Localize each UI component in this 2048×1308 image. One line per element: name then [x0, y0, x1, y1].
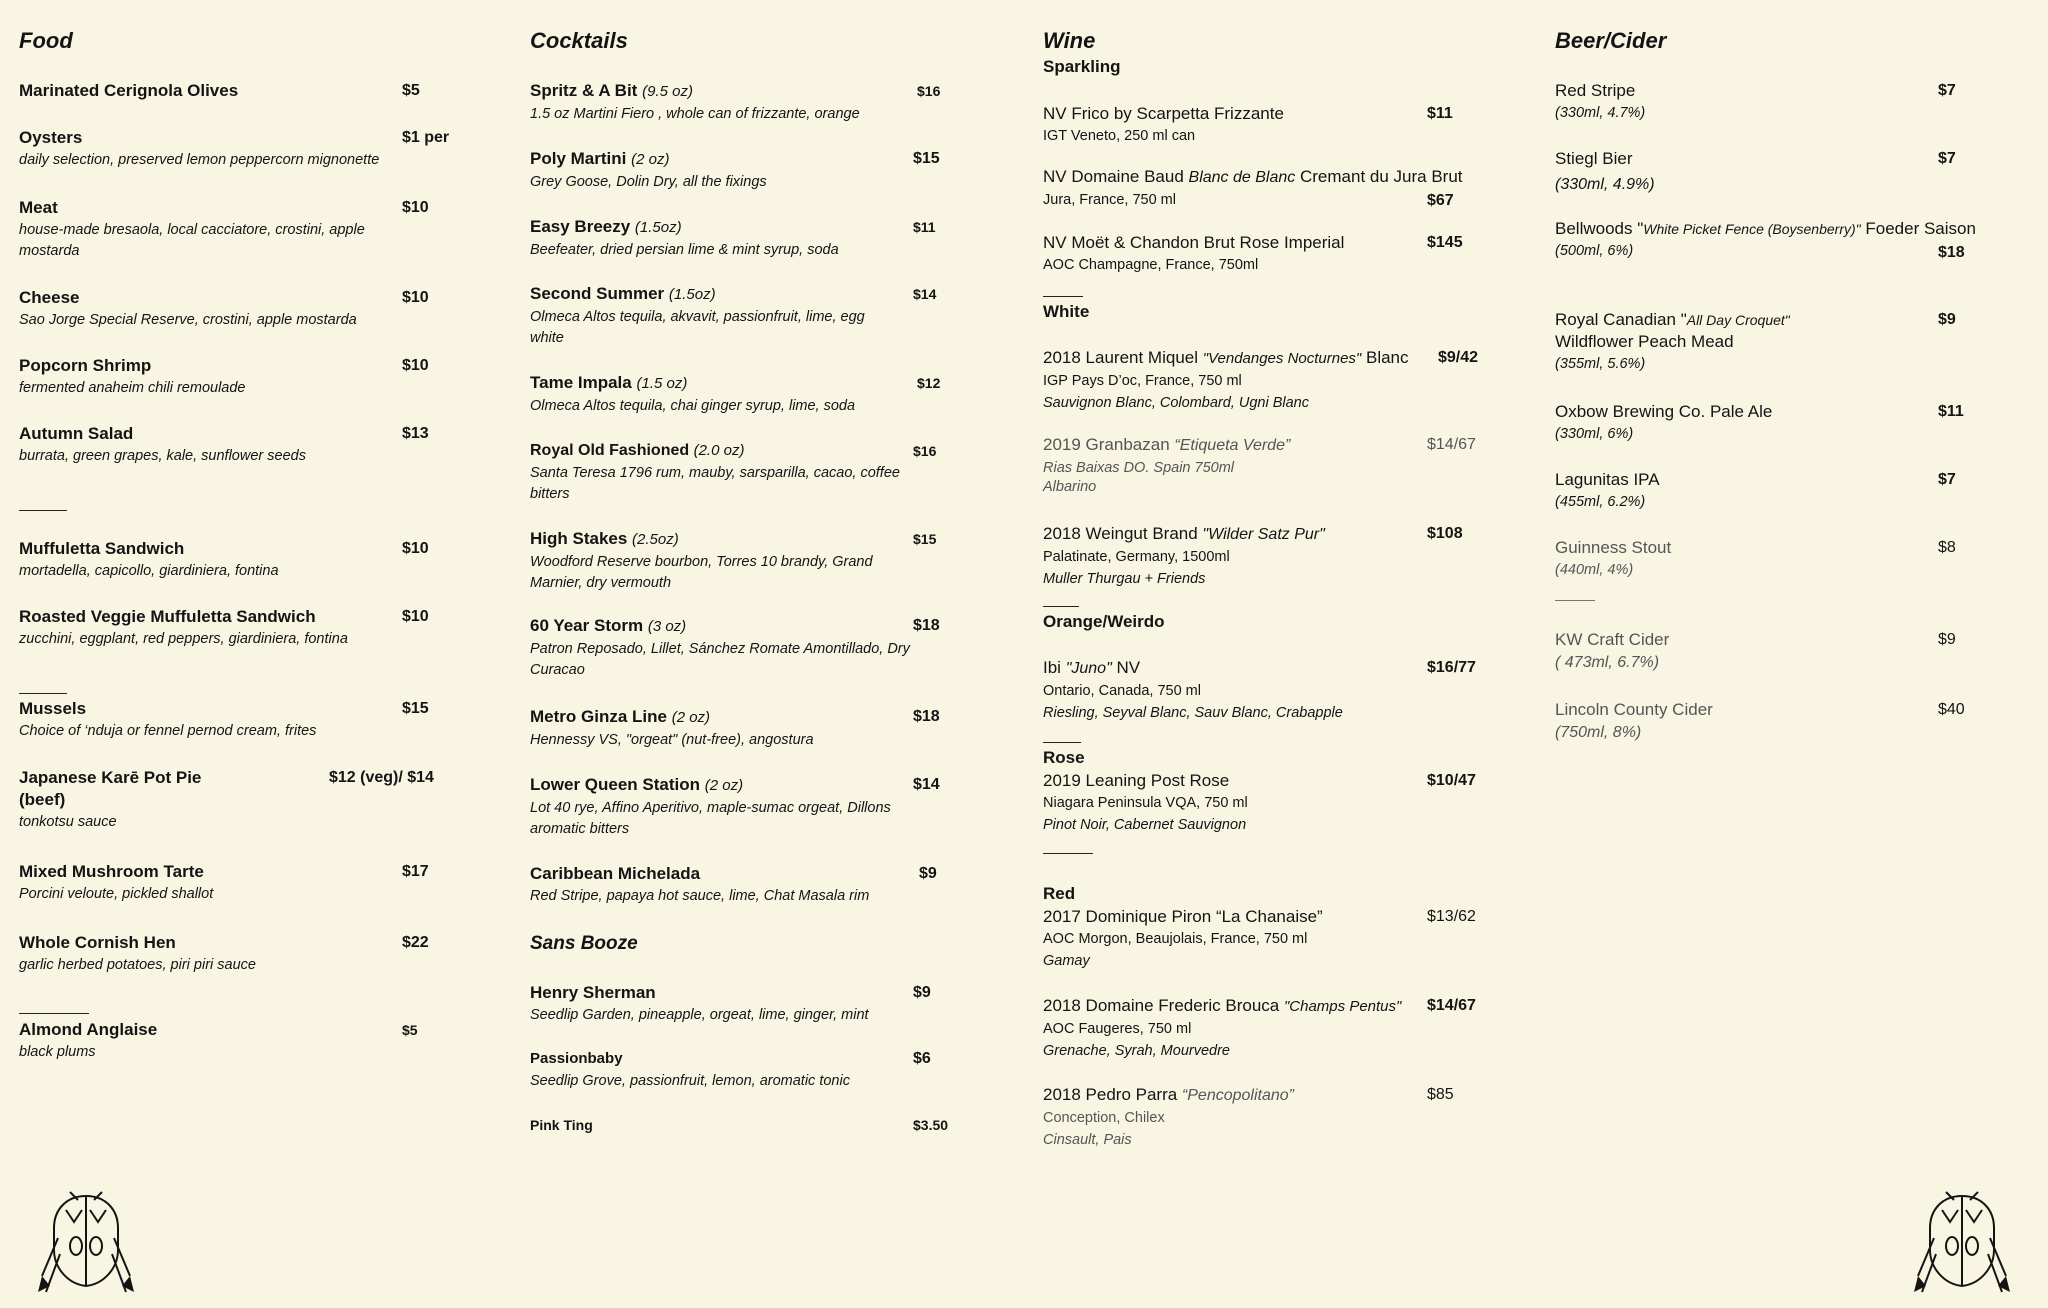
item-description: Woodford Reserve bourbon, Torres 10 brandy, Grand Marnier, dry vermouth	[530, 554, 873, 591]
item-name-italic: All Day Croquet"	[1686, 312, 1790, 328]
item-name: Easy Breezy	[530, 217, 631, 236]
item-name-italic: White Picket Fence (Boysenberry)"	[1643, 221, 1861, 237]
item-name: KW Craft Cider	[1555, 630, 1670, 649]
item-name: Mixed Mushroom Tarte	[19, 862, 204, 881]
item-price: $11	[1427, 105, 1453, 122]
item-region: Niagara Peninsula VQA, 750 ml	[1043, 795, 1248, 811]
item-description: Grey Goose, Dolin Dry, all the fixings	[530, 174, 767, 190]
item-name: Mussels	[19, 699, 87, 718]
item-volume-abv: (500ml, 6%)	[1555, 243, 1634, 259]
item-grapes: Grenache, Syrah, Mourvedre	[1043, 1043, 1230, 1059]
menu-item	[530, 216, 980, 261]
item-price: $14/67	[1427, 997, 1476, 1014]
menu-item	[19, 698, 464, 742]
beer-item	[1555, 148, 1975, 195]
cocktails-title: Cocktails	[530, 28, 628, 53]
menu-item	[19, 80, 464, 102]
item-name-part: 2018 Domaine Frederic Brouca	[1043, 996, 1284, 1015]
menu-item	[530, 863, 980, 907]
item-name: Spritz & A Bit	[530, 81, 638, 100]
item-pour-size: (1.5oz)	[668, 286, 716, 303]
item-name-part: NV Domaine Baud	[1043, 167, 1189, 186]
item-region: AOC Champagne, France, 750ml	[1043, 257, 1259, 273]
item-volume-abv: (355ml, 5.6%)	[1555, 356, 1646, 372]
section-divider	[1043, 606, 1079, 607]
wine-item	[1043, 770, 1513, 836]
menu-item	[19, 423, 464, 467]
item-price: $12	[917, 375, 941, 391]
item-price: $10	[402, 540, 429, 557]
item-name: Henry Sherman	[530, 983, 656, 1002]
item-volume-abv: (440ml, 4%)	[1555, 562, 1634, 578]
item-grapes: Albarino	[1043, 479, 1097, 495]
item-description: 1.5 oz Martini Fiero , whole can of frizzante, orange	[530, 106, 860, 122]
item-description: garlic herbed potatoes, piri piri sauce	[19, 957, 256, 973]
wine-item	[1043, 232, 1513, 276]
item-volume-abv: (330ml, 6%)	[1555, 426, 1634, 442]
item-grapes: Muller Thurgau + Friends	[1043, 571, 1206, 587]
item-pour-size: (2 oz)	[671, 709, 711, 726]
item-price: $12 (veg)/ $14	[329, 769, 434, 786]
item-volume-abv: ( 473ml, 6.7%)	[1555, 654, 1660, 671]
item-price: $18	[1938, 244, 1965, 261]
item-description: house-made bresaola, local cacciatore, crostini, apple mostarda	[19, 222, 365, 259]
item-name-part: Blanc	[1361, 348, 1409, 367]
item-region: Palatinate, Germany, 1500ml	[1043, 549, 1230, 565]
item-price: $7	[1938, 471, 1956, 488]
item-name: Meat	[19, 198, 58, 217]
item-name: Autumn Salad	[19, 424, 134, 443]
item-name: Poly Martini	[530, 149, 627, 168]
item-price: $5	[402, 1022, 418, 1038]
item-pour-size: (2 oz)	[704, 777, 744, 794]
item-volume-abv: (330ml, 4.9%)	[1555, 176, 1655, 193]
menu-item	[19, 1019, 464, 1063]
item-pour-size: (2.0 oz)	[693, 442, 745, 459]
item-grapes: Sauvignon Blanc, Colombard, Ugni Blanc	[1043, 395, 1309, 411]
item-name: Pink Ting	[530, 1117, 593, 1133]
item-description: Lot 40 rye, Affino Aperitivo, maple-sumac orgeat, Dillons aromatic bitters	[530, 800, 891, 837]
item-name: 60 Year Storm	[530, 616, 644, 635]
item-price: $108	[1427, 525, 1463, 542]
beetle-logo-icon	[1912, 1188, 2012, 1296]
item-price: $85	[1427, 1086, 1454, 1103]
item-name-part: Wildflower Peach Mead	[1555, 332, 1734, 351]
item-name: Royal Old Fashioned	[530, 442, 690, 459]
rose-subtitle: Rose	[1043, 748, 1085, 767]
item-price: $1 per	[402, 129, 450, 146]
item-name-part: 2018 Laurent Miquel	[1043, 348, 1203, 367]
item-description: zucchini, eggplant, red peppers, giardiniera, fontina	[19, 631, 348, 647]
item-name-part: Ibi	[1043, 658, 1066, 677]
item-region: AOC Morgon, Beaujolais, France, 750 ml	[1043, 931, 1308, 947]
item-name: Passionbaby	[530, 1050, 623, 1067]
item-price: $10	[402, 199, 429, 216]
sparkling-subtitle: Sparkling	[1043, 57, 1121, 76]
white-subtitle: White	[1043, 302, 1090, 321]
menu-item	[19, 127, 464, 171]
item-description: Hennessy VS, "orgeat" (nut-free), angostura	[530, 732, 814, 748]
item-description: mortadella, capicollo, giardiniera, fontina	[19, 563, 279, 579]
wine-item	[1043, 657, 1513, 724]
section-divider	[19, 693, 67, 694]
item-description: burrata, green grapes, kale, sunflower seeds	[19, 448, 306, 464]
red-subtitle: Red	[1043, 884, 1076, 903]
orange-subtitle: Orange/Weirdo	[1043, 612, 1165, 631]
item-name-part: Foeder Saison	[1860, 219, 1976, 238]
item-name: Second Summer	[530, 284, 665, 303]
beer-item	[1555, 469, 1975, 513]
menu-item	[530, 440, 980, 505]
item-name: Cheese	[19, 288, 80, 307]
beer-item	[1555, 629, 1975, 673]
item-description: fermented anaheim chili remoulade	[19, 380, 246, 396]
item-description: tonkotsu sauce	[19, 814, 117, 830]
beer-item	[1555, 309, 1975, 375]
item-description: Santa Teresa 1796 rum, mauby, sarsparilla, cacao, coffee bitters	[530, 465, 900, 502]
menu-item	[530, 148, 980, 193]
item-description: Sao Jorge Special Reserve, crostini, apple mostarda	[19, 312, 357, 328]
beer-item	[1555, 537, 1975, 581]
beer-item	[1555, 401, 1975, 445]
menu-item	[530, 982, 980, 1026]
item-price: $16/77	[1427, 659, 1476, 676]
item-name-part: Bellwoods "	[1555, 219, 1644, 238]
item-price: $9	[913, 984, 931, 1001]
item-price: $11	[913, 219, 936, 235]
wine-item	[1043, 906, 1513, 972]
item-name: Whole Cornish Hen	[19, 933, 176, 952]
item-pour-size: (1.5oz)	[634, 219, 682, 236]
item-price: $10	[402, 289, 429, 306]
item-name: Roasted Veggie Muffuletta Sandwich	[19, 607, 316, 626]
item-pour-size: (9.5 oz)	[642, 83, 693, 100]
item-description: Olmeca Altos tequila, akvavit, passionfruit, lime, egg white	[530, 309, 865, 346]
food-title: Food	[19, 28, 73, 53]
item-description: Seedlip Garden, pineapple, orgeat, lime, ginger, mint	[530, 1007, 869, 1023]
sans-booze-title: Sans Booze	[530, 933, 638, 954]
item-grapes: Pinot Noir, Cabernet Sauvignon	[1043, 817, 1247, 833]
item-price: $67	[1427, 192, 1454, 209]
item-pour-size: (2.5oz)	[632, 531, 679, 548]
item-name: Stiegl Bier	[1555, 149, 1633, 168]
item-name-italic: "Champs Pentus"	[1283, 998, 1402, 1015]
item-name: NV Frico by Scarpetta Frizzante	[1043, 104, 1284, 123]
wine-item	[1043, 523, 1513, 590]
item-price: $9	[1938, 311, 1956, 328]
wine-item	[1043, 995, 1513, 1062]
item-price: $16	[913, 443, 937, 459]
item-price: $15	[402, 700, 429, 717]
section-divider	[1043, 742, 1081, 743]
item-name-italic: "Vendanges Nocturnes"	[1202, 350, 1362, 367]
item-name: Oxbow Brewing Co. Pale Ale	[1555, 402, 1773, 421]
item-price: $145	[1427, 234, 1463, 251]
item-region: AOC Faugeres, 750 ml	[1043, 1021, 1192, 1037]
menu-item	[19, 932, 464, 976]
item-description: black plums	[19, 1044, 96, 1060]
item-name-italic: Blanc de Blanc	[1188, 169, 1296, 186]
item-name-part: NV	[1111, 658, 1141, 677]
item-description: daily selection, preserved lemon peppercorn mignonette	[19, 152, 380, 168]
item-price: $3.50	[913, 1117, 949, 1133]
menu-item	[530, 1048, 980, 1092]
item-name: Red Stripe	[1555, 81, 1636, 100]
item-name-part: 2018 Pedro Parra	[1043, 1085, 1182, 1104]
item-price: $7	[1938, 82, 1956, 99]
item-description: Beefeater, dried persian lime & mint syrup, soda	[530, 242, 839, 258]
item-volume-abv: (330ml, 4.7%)	[1555, 105, 1646, 121]
menu-item	[19, 861, 464, 905]
item-price: $11	[1938, 403, 1964, 420]
item-price: $6	[913, 1050, 931, 1067]
item-description: Choice of ‘nduja or fennel pernod cream, frites	[19, 723, 317, 739]
wine-title: Wine	[1043, 28, 1096, 53]
item-price: $18	[913, 708, 940, 725]
item-region: Ontario, Canada, 750 ml	[1043, 683, 1201, 699]
item-name: Lincoln County Cider	[1555, 700, 1713, 719]
item-price: $7	[1938, 150, 1956, 167]
item-name-italic: “Etiqueta Verde”	[1174, 437, 1291, 454]
beer-item	[1555, 218, 1975, 262]
wine-item	[1043, 347, 1513, 414]
item-region: IGP Pays D’oc, France, 750 ml	[1043, 373, 1242, 389]
wine-item	[1043, 434, 1513, 498]
item-name: 2017 Dominique Piron “La Chanaise”	[1043, 907, 1323, 926]
section-divider	[19, 1013, 89, 1014]
menu-item	[530, 615, 980, 681]
wine-item	[1043, 166, 1513, 211]
beetle-logo-icon	[36, 1188, 136, 1296]
item-name: 2019 Leaning Post Rose	[1043, 771, 1230, 790]
menu-item	[530, 283, 980, 349]
item-name: Popcorn Shrimp	[19, 356, 152, 375]
item-price: $14	[913, 776, 940, 793]
item-name: NV Moët & Chandon Brut Rose Imperial	[1043, 233, 1345, 252]
item-name-part: Cremant du Jura Brut	[1295, 167, 1463, 186]
beer-item	[1555, 80, 1975, 124]
item-name-part: 2019 Granbazan	[1043, 435, 1175, 454]
item-price: $22	[402, 934, 429, 951]
section-divider	[1043, 296, 1083, 297]
wine-item	[1043, 1084, 1513, 1151]
menu-item	[530, 528, 980, 594]
item-price: $9	[1938, 631, 1956, 648]
item-price: $14	[913, 286, 937, 302]
item-pour-size: (1.5 oz)	[636, 375, 688, 392]
item-price: $10	[402, 608, 429, 625]
menu-item	[19, 287, 464, 331]
item-region: Conception, Chilex	[1043, 1110, 1165, 1126]
item-name: Metro Ginza Line	[530, 707, 667, 726]
item-name: Caribbean Michelada	[530, 864, 701, 883]
item-region: Rias Baixas DO. Spain 750ml	[1043, 460, 1234, 476]
item-grapes: Cinsault, Pais	[1043, 1132, 1132, 1148]
item-grapes: Gamay	[1043, 953, 1090, 969]
item-grapes: Riesling, Seyval Blanc, Sauv Blanc, Crabapple	[1043, 705, 1343, 721]
section-divider	[1043, 853, 1093, 854]
item-price: $16	[917, 83, 941, 99]
menu-item	[530, 774, 980, 840]
menu-item	[530, 80, 980, 125]
item-description: Patron Reposado, Lillet, Sánchez Romate Amontillado, Dry Curacao	[530, 641, 910, 678]
item-price: $10	[402, 357, 429, 374]
item-price: $13	[402, 425, 429, 442]
item-name: Almond Anglaise	[19, 1020, 158, 1039]
item-name: Oysters	[19, 128, 83, 147]
menu-item	[530, 372, 980, 417]
item-pour-size: (3 oz)	[647, 618, 687, 635]
item-name: Tame Impala	[530, 373, 632, 392]
item-name: Lagunitas IPA	[1555, 470, 1660, 489]
menu-item	[19, 197, 464, 262]
item-description: Red Stripe, papaya hot sauce, lime, Chat Masala rim	[530, 888, 870, 904]
item-volume-abv: (455ml, 6.2%)	[1555, 494, 1646, 510]
beer-item	[1555, 699, 1975, 743]
menu-item	[19, 767, 464, 833]
item-price: $5	[402, 82, 420, 99]
item-description: Seedlip Grove, passionfruit, lemon, aromatic tonic	[530, 1073, 850, 1089]
item-name: Japanese Karē Pot Pie (beef)	[19, 768, 202, 809]
menu-item	[19, 606, 464, 650]
item-price: $15	[913, 531, 937, 547]
item-name-italic: “Pencopolitano”	[1181, 1087, 1294, 1104]
item-name: Lower Queen Station	[530, 775, 701, 794]
item-name: Guinness Stout	[1555, 538, 1672, 557]
item-description: Olmeca Altos tequila, chai ginger syrup, lime, soda	[530, 398, 856, 414]
item-region: Jura, France, 750 ml	[1043, 192, 1176, 208]
item-name-italic: "Wilder Satz Pur"	[1202, 526, 1325, 543]
item-name-part: Royal Canadian "	[1555, 310, 1687, 329]
item-description: Porcini veloute, pickled shallot	[19, 886, 214, 902]
item-price: $8	[1938, 539, 1956, 556]
item-name-part: 2018 Weingut Brand	[1043, 524, 1203, 543]
item-name: Muffuletta Sandwich	[19, 539, 185, 558]
item-name: Marinated Cerignola Olives	[19, 81, 239, 100]
item-price: $14/67	[1427, 436, 1476, 453]
menu-item	[530, 1114, 980, 1136]
item-pour-size: (2 oz)	[631, 151, 670, 168]
wine-item	[1043, 103, 1513, 147]
item-price: $13/62	[1427, 908, 1476, 925]
item-name-italic: "Juno"	[1065, 660, 1112, 677]
beer-cider-title: Beer/Cider	[1555, 28, 1667, 53]
item-volume-abv: (750ml, 8%)	[1555, 724, 1642, 741]
menu-item	[530, 706, 980, 751]
item-price: $10/47	[1427, 772, 1476, 789]
section-divider	[19, 510, 67, 511]
item-price: $15	[913, 150, 940, 167]
item-price: $40	[1938, 701, 1965, 718]
item-name: High Stakes	[530, 529, 628, 548]
menu-item	[19, 538, 464, 582]
item-price: $17	[402, 863, 429, 880]
section-divider	[1555, 600, 1595, 601]
menu-item	[19, 355, 464, 399]
item-region: IGT Veneto, 250 ml can	[1043, 128, 1196, 144]
item-price: $9/42	[1438, 349, 1479, 366]
item-price: $9	[919, 865, 937, 882]
item-price: $18	[913, 617, 940, 634]
